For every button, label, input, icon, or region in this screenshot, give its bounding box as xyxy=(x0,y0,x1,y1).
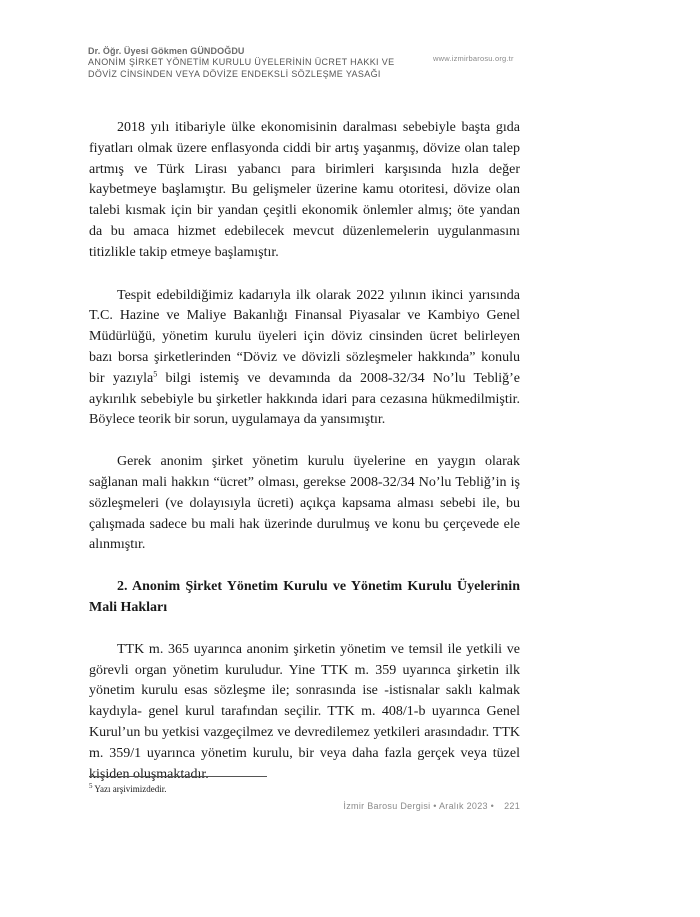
header-title-line-1: ANONİM ŞİRKET YÖNETİM KURULU ÜYELERİNİN ÜCRET HAKKI VE xyxy=(88,57,395,67)
footnote-divider xyxy=(89,776,267,777)
section-heading: 2. Anonim Şirket Yönetim Kurulu ve Yönetim Kurulu Üyelerinin Mali Hakları xyxy=(89,579,520,615)
paragraph-4: TTK m. 365 uyarınca anonim şirketin yönetim ve temsil ile yetkili ve görevli organ yönetim kuruludur. Yine TTK m. 359 uyarınca şirketin ilk yönetim kurulu esas sözleşme ile; sonrasında ise -istisnalar saklı kalmak kaydıyla- genel kurul tarafından seçilir. TTK m. 408/1-b uyarınca Genel Kurul’un bu yetkisi vazgeçilmez ve devredilemez yetkileri arasındadır. TTK m. 359/1 uyarınca yönetim kurulu, bir veya daha fazla gerçek veya tüzel kişiden oluşmaktadır. xyxy=(89,641,520,782)
header-website: www.izmirbarosu.org.tr xyxy=(433,54,514,63)
footer-journal: İzmir Barosu Dergisi • Aralık 2023 • xyxy=(343,801,495,811)
running-footer xyxy=(343,801,520,811)
footnote-marker: 5 xyxy=(89,782,93,790)
paragraph-1: 2018 yılı itibariyle ülke ekonomisinin daralması sebebiyle başta gıda fiyatları olmak üzere enflasyonda ciddi bir artış yaşanmış, dövize olan talep artmış ve Türk Lirası yabancı para birimleri karşısında hızla değer kaybetmeye başlamıştır. Bu gelişmeler üzerine kamu otoritesi, dövize olan talebi kısmak için bir yandan çeşitli ekonomik önlemler almış; öte yandan da bu amaca hizmet edebilecek mevcut düzenlemelerin uygulanmasını titizlikle takip etmeye başlamıştır. xyxy=(89,120,520,260)
footnote xyxy=(89,783,167,795)
footnote-reference: 5 xyxy=(153,369,158,379)
paragraph-2-text-b: bilgi istemiş ve devamında da 2008-32/34 No’lu Tebliğ’e aykırılık sebebiyle bu şirketler hakkında idari para cezasına hükmedilmiştir. Böylece teorik bir sorun, uygulamaya da yansımıştır. xyxy=(89,370,520,428)
main-text xyxy=(89,118,520,785)
paragraph-3: Gerek anonim şirket yönetim kurulu üyelerine en yaygın olarak sağlanan mali hakkın “ücret” olması, gerekse 2008-32/34 No’lu Tebliğ’in iş sözleşmeleri (ve dolayısıyla ücreti) açıkça kapsama alması sebebi ile, bu çalışmada sadece bu mali hak üzerinde durulmuş ve konu bu çerçevede ele alınmıştır. xyxy=(89,454,520,553)
page-number: 221 xyxy=(504,801,520,811)
footnote-text: Yazı arşivimizdedir. xyxy=(94,784,167,794)
running-header xyxy=(88,46,528,80)
paragraph-2 xyxy=(89,286,520,432)
header-title-line-2: DÖVİZ CİNSİNDEN VEYA DÖVİZE ENDEKSLİ SÖZLEŞME YASAĞI xyxy=(88,69,381,79)
header-author: Dr. Öğr. Üyesi Gökmen GÜNDOĞDU xyxy=(88,46,245,56)
paragraph-2-text-a: Tespit edebildiğimiz kadarıyla ilk olarak 2022 yılının ikinci yarısında T.C. Hazine ve Maliye Bakanlığı Finansal Piyasalar ve Kambiyo Genel Müdürlüğü, yönetim kurulu üyeleri için döviz cinsinden ücret belirleyen bazı borsa şirketlerinden “Döviz ve dövizli sözleşmeler hakkında” konulu bir yazıyla xyxy=(89,287,520,386)
